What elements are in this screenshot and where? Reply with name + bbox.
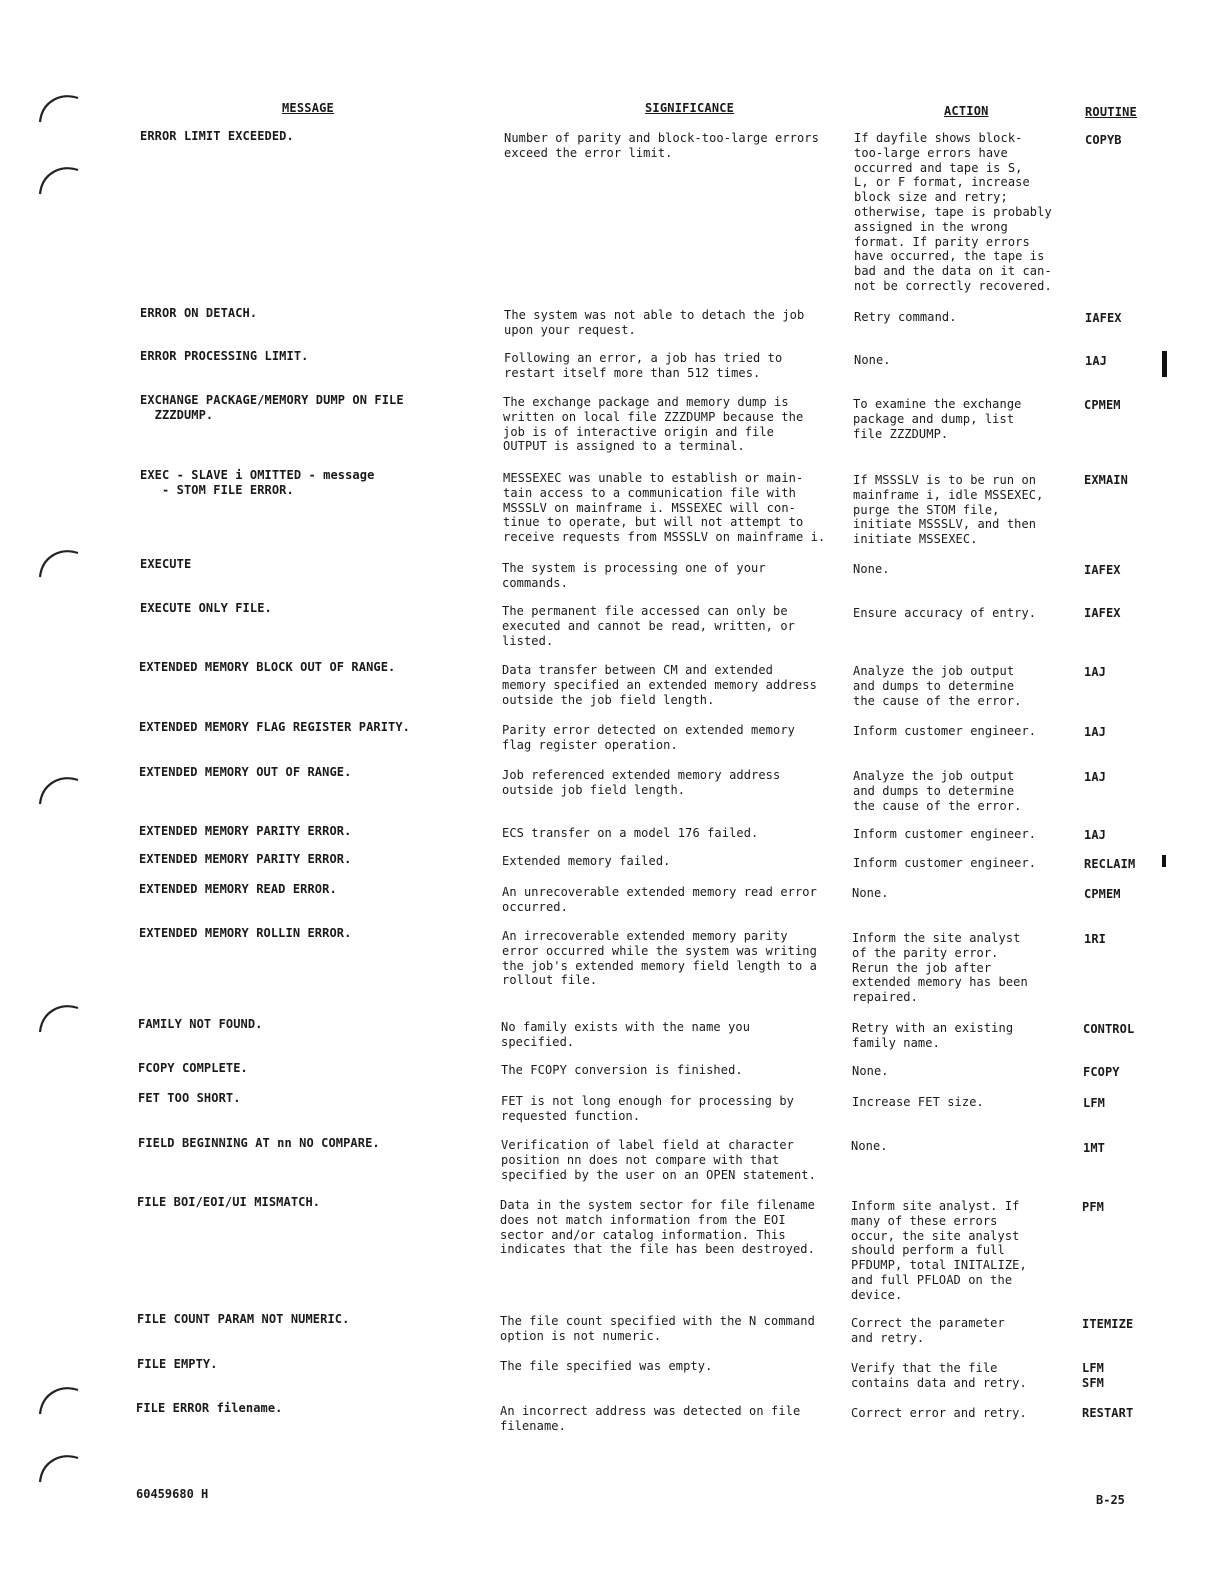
routine-cell: CPMEM [1084,398,1121,412]
routine-cell: 1AJ [1084,725,1106,739]
action-cell: Correct the parameter and retry. [851,1316,1005,1345]
routine-cell: CPMEM [1084,887,1121,901]
significance-cell: Job referenced extended memory address outside job field length. [502,768,781,797]
significance-cell: An incorrect address was detected on file filename. [500,1404,801,1433]
routine-cell: LFM [1083,1096,1105,1110]
routine-cell: IAFEX [1085,311,1122,325]
message-cell: ERROR PROCESSING LIMIT. [140,349,309,363]
message-cell: EXTENDED MEMORY READ ERROR. [139,882,337,896]
significance-cell: An irrecoverable extended memory parity error occurred while the system was writing the job's extended memory field length to a rollout file. [502,929,817,988]
significance-cell: The file count specified with the N command option is not numeric. [500,1314,815,1343]
message-cell: ERROR LIMIT EXCEEDED. [140,129,294,143]
significance-cell: FET is not long enough for processing by requested function. [501,1094,794,1123]
significance-cell: Following an error, a job has tried to restart itself more than 512 times. [504,351,783,380]
significance-cell: Number of parity and block-too-large errors exceed the error limit. [504,131,819,160]
message-cell: EXECUTE [140,557,192,571]
significance-cell: Extended memory failed. [502,854,671,868]
routine-cell: COPYB [1085,133,1122,147]
message-cell: EXECUTE ONLY FILE. [140,601,272,615]
significance-cell: The file specified was empty. [500,1359,713,1373]
message-cell: FCOPY COMPLETE. [138,1061,248,1075]
message-cell: EXTENDED MEMORY BLOCK OUT OF RANGE. [139,660,396,674]
action-cell: None. [854,353,891,367]
routine-cell: IAFEX [1084,563,1121,577]
routine-cell: 1AJ [1084,770,1106,784]
page-number: B-25 [1096,1493,1125,1507]
routine-cell: LFM SFM [1082,1361,1104,1390]
routine-cell: 1RI [1084,932,1106,946]
routine-cell: 1AJ [1085,354,1107,368]
action-cell: Inform customer engineer. [853,724,1037,738]
routine-cell: 1AJ [1084,665,1106,679]
routine-cell: EXMAIN [1084,473,1128,487]
significance-cell: The permanent file accessed can only be executed and cannot be read, written, or listed. [502,604,795,648]
action-cell: Inform the site analyst of the parity error. Rerun the job after extended memory has been repaired. [852,931,1028,1005]
action-cell: None. [851,1139,888,1153]
message-cell: EXEC - SLAVE i OMITTED - message - STOM FILE ERROR. [140,468,375,497]
routine-cell: RESTART [1082,1406,1134,1420]
action-cell: To examine the exchange package and dump, list file ZZZDUMP. [853,397,1022,441]
message-cell: EXTENDED MEMORY FLAG REGISTER PARITY. [139,720,411,734]
message-cell: ERROR ON DETACH. [140,306,258,320]
action-cell: Analyze the job output and dumps to determine the cause of the error. [853,664,1022,708]
message-cell: FET TOO SHORT. [138,1091,241,1105]
routine-cell: FCOPY [1083,1065,1120,1079]
message-cell: FILE EMPTY. [137,1357,218,1371]
message-cell: EXTENDED MEMORY ROLLIN ERROR. [139,926,352,940]
significance-cell: ECS transfer on a model 176 failed. [502,826,759,840]
action-cell: Retry command. [854,310,957,324]
message-cell: EXTENDED MEMORY OUT OF RANGE. [139,765,352,779]
header-routine: ROUTINE [1085,105,1137,119]
routine-cell: 1AJ [1084,828,1106,842]
routine-cell: IAFEX [1084,606,1121,620]
action-cell: None. [852,1064,889,1078]
action-cell: Inform site analyst. If many of these errors occur, the site analyst should perform a full PFDUMP, total INITALIZE, and full PFLOAD on the device. [851,1199,1027,1302]
significance-cell: The exchange package and memory dump is written on local file ZZZDUMP because the job is of interactive origin and file OUTPUT is assigned to a terminal. [503,395,804,454]
message-cell: FILE ERROR filename. [136,1401,283,1415]
message-cell: EXTENDED MEMORY PARITY ERROR. [139,824,352,838]
significance-cell: Verification of label field at character position nn does not compare with that specified by the user on an OPEN statement. [501,1138,816,1182]
action-cell: Retry with an existing family name. [852,1021,1014,1050]
message-cell: EXCHANGE PACKAGE/MEMORY DUMP ON FILE ZZZDUMP. [140,393,404,422]
header-significance: SIGNIFICANCE [645,101,735,115]
action-cell: None. [852,886,889,900]
action-cell: If MSSSLV is to be run on mainframe i, idle MSSEXEC, purge the STOM file, initiate MSSSLV, and then initiate MSSEXEC. [853,473,1044,547]
message-cell: FILE COUNT PARAM NOT NUMERIC. [137,1312,350,1326]
routine-cell: CONTROL [1083,1022,1135,1036]
document-number: 60459680 H [136,1487,209,1501]
routine-cell: RECLAIM [1084,857,1136,871]
action-cell: Ensure accuracy of entry. [853,606,1037,620]
significance-cell: The system was not able to detach the job upon your request. [504,308,805,337]
action-cell: Inform customer engineer. [853,856,1037,870]
routine-cell: ITEMIZE [1082,1317,1134,1331]
action-cell: If dayfile shows block- too-large errors have occurred and tape is S, L, or F format, increase block size and retry; otherwise, tape is probably assigned in the wrong format. If parity errors have occurred, the tape is bad and the data on it can- not be correctly recovered. [854,131,1052,293]
action-cell: Correct error and retry. [851,1406,1027,1420]
significance-cell: The FCOPY conversion is finished. [501,1063,743,1077]
significance-cell: An unrecoverable extended memory read error occurred. [502,885,817,914]
action-cell: Increase FET size. [852,1095,984,1109]
action-cell: Verify that the file contains data and retry. [851,1361,1027,1390]
routine-cell: PFM [1082,1200,1104,1214]
significance-cell: Data transfer between CM and extended memory specified an extended memory address outside the job field length. [502,663,817,707]
significance-cell: The system is processing one of your commands. [502,561,766,590]
message-cell: FILE BOI/EOI/UI MISMATCH. [137,1195,321,1209]
message-cell: FAMILY NOT FOUND. [138,1017,263,1031]
significance-cell: MESSEXEC was unable to establish or main- tain access to a communication file with MSSSLV on mainframe i. MSSEXEC will con- tinue to operate, but will not attempt to receive requests from MSSSLV on mainframe i. [503,471,826,545]
header-message: MESSAGE [282,101,334,115]
message-cell: EXTENDED MEMORY PARITY ERROR. [139,852,352,866]
action-cell: Analyze the job output and dumps to determine the cause of the error. [853,769,1022,813]
action-cell: None. [853,562,890,576]
routine-cell: 1MT [1083,1141,1105,1155]
action-cell: Inform customer engineer. [853,827,1037,841]
significance-cell: Data in the system sector for file filename does not match information from the EOI sector and/or catalog information. This indicates that the file has been destroyed. [500,1198,815,1257]
significance-cell: No family exists with the name you specified. [501,1020,751,1049]
message-cell: FIELD BEGINNING AT nn NO COMPARE. [138,1136,380,1150]
header-action: ACTION [944,104,989,118]
significance-cell: Parity error detected on extended memory flag register operation. [502,723,795,752]
